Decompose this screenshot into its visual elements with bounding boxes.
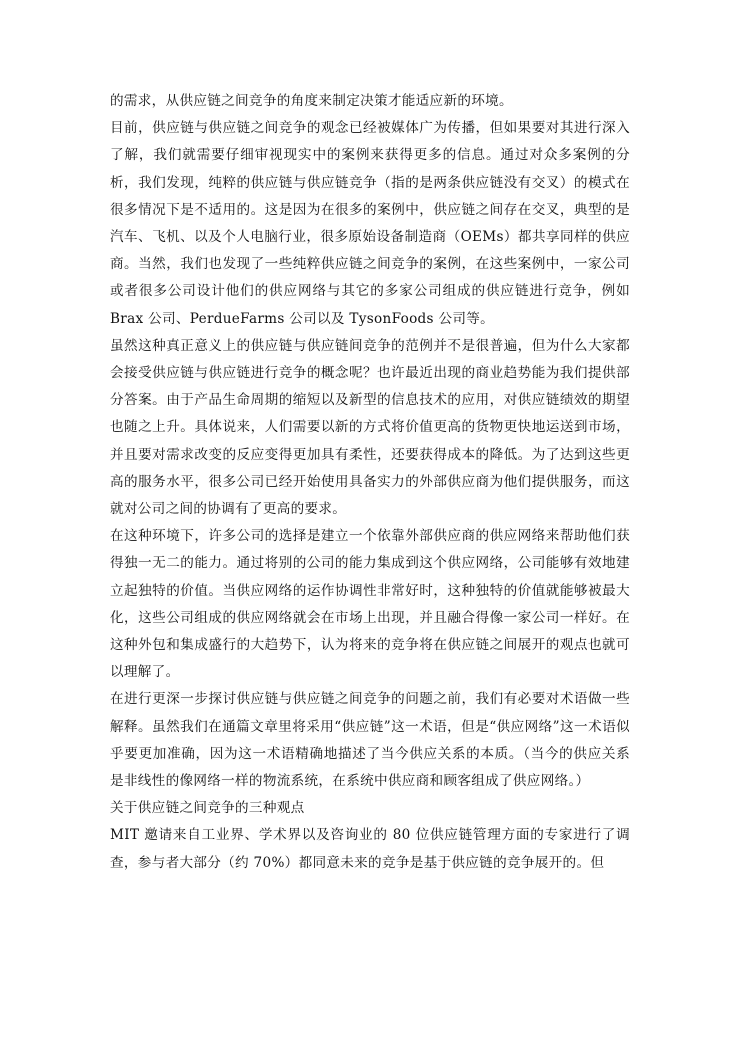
paragraph-4: 在这种环境下，许多公司的选择是建立一个依靠外部供应商的供应网络来帮助他们获得独一无二的能力。通过将别的公司的能力集成到这个供应网络，公司能够有效地建立起独特的价值。当供应网络的运作协调性非常好时，这种独特的价值就能够被最大化，这些公司组成的供应网络就会在市场上出现，并且融合得像一家公司一样好。在这种外包和集成盛行的大趋势下，认为将来的竞争将在供应链之间展开的观点也就可以理解了。 xyxy=(110,528,630,681)
paragraph-1: 的需求，从供应链之间竞争的角度来制定决策才能适应新的环境。 xyxy=(110,93,513,109)
document-body xyxy=(110,88,630,877)
section-heading: 关于供应链之间竞争的三种观点 xyxy=(110,800,305,817)
paragraph-2: 目前，供应链与供应链之间竞争的观念已经被媒体广为传播，但如果要对其进行深入了解，我们就需要仔细审视现实中的案例来获得更多的信息。通过对众多案例的分析，我们发现，纯粹的供应链与供应链竞争（指的是两条供应链没有交叉）的模式在很多情况下是不适用的。这是因为在很多的案例中，供应链之间存在交叉，典型的是汽车、飞机、以及个人电脑行业，很多原始设备制造商（OEMs）都共享同样的供应商。当然，我们也发现了一些纯粹供应链之间竞争的案例，在这些案例中，一家公司或者很多公司设计他们的供应网络与其它的多家公司组成的供应链进行竞争，例如 Brax 公司、PerdueFarms 公司以及 TysonFoods 公司等。 xyxy=(110,120,630,327)
paragraph-5: 在进行更深一步探讨供应链与供应链之间竞争的问题之前，我们有必要对术语做一些解释。虽然我们在通篇文章里将采用“供应链”这一术语，但是“供应网络”这一术语似乎要更加准确，因为这一术语精确地描述了当今供应关系的本质。（当今的供应关系是非线性的像网络一样的物流系统，在系统中供应商和顾客组成了供应网络。） xyxy=(110,691,630,790)
paragraph-6: MIT 邀请来自工业界、学术界以及咨询业的 80 位供应链管理方面的专家进行了调查，参与者大部分（约 70%）都同意未来的竞争是基于供应链的竞争展开的。但 xyxy=(110,827,630,871)
paragraph-3: 虽然这种真正意义上的供应链与供应链间竞争的范例并不是很普遍，但为什么大家都会接受供应链与供应链进行竞争的概念呢？也许最近出现的商业趋势能为我们提供部分答案。由于产品生命周期的缩短以及新型的信息技术的应用，对供应链绩效的期望也随之上升。具体说来，人们需要以新的方式将价值更高的货物更快地运送到市场，并且要对需求改变的反应变得更加具有柔性，还要获得成本的降低。为了达到这些更高的服务水平，很多公司已经开始使用具备实力的外部供应商为他们提供服务，而这就对公司之间的协调有了更高的要求。 xyxy=(110,337,630,518)
